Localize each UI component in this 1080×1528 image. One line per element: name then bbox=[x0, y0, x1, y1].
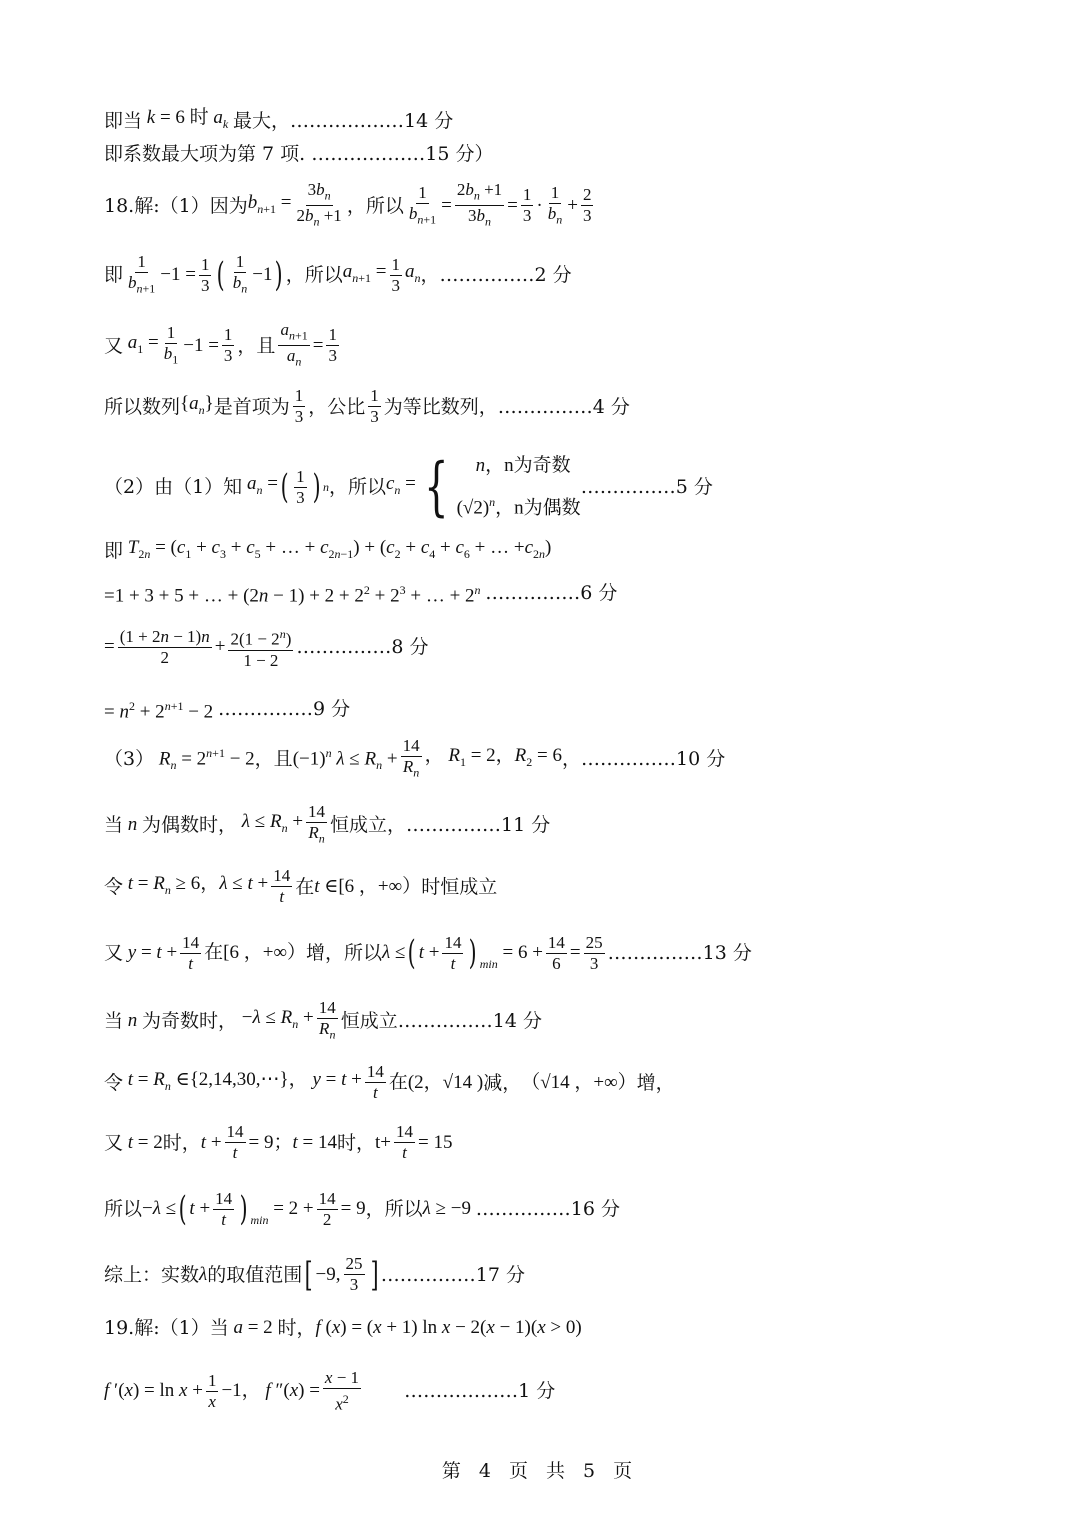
page-footer: 第 4 页 共 5 页 bbox=[441, 1460, 639, 1482]
line-15: 又 y = t + $\frac{14}{t}$ 在[6 ，+∞） 增，所以 λ ≤ ( t + $\frac{14}{t}$ ) $_{min}$ = 6 + $\frac{14}{6}$ = $\frac{25}{3}$ ……………13 分 bbox=[104, 932, 752, 973]
text: 即系数最大项为第 7 项. ………………15 分） bbox=[104, 143, 494, 165]
line-21: 19.解:（1）当 a = 2 时， f (x) = (x + 1) ln x − 2(x − 1)(x > 0) bbox=[104, 1317, 582, 1339]
line-12: （3） $R_n = 2^{n+1} - 2$ ，且 $(-1)^n$ $\lambda \le R_n$ + $\frac{14}{R_n}$ ， $R_1 = 2$，$R_2 = 6$ ，……………10 分 bbox=[104, 736, 726, 780]
line-22: f ′(x) = ln x + $\frac{1}{x}$ −1， f ″(x) = $\frac{x - 1}{x^2}$ ………………1 分 bbox=[104, 1368, 556, 1414]
line-17: 令 $t = R_n$ ∈{2,14,30,⋯}， y = t + $\frac{14}{t}$ 在(2，√14 ) 减， （√14 ，+∞） 增， bbox=[104, 1062, 675, 1102]
line-3: 18.解:（1）因为 $b_{n+1}$ = $\frac{3b_n}{2b_n +1}$ ，所以 $\frac{1}{b_{n+1}}$ = $\frac{2b_n +1}{3b_n}$ = $\frac{1}{3}$ · $\frac{1}{b_n}$ + $\frac{2}{3}$ bbox=[104, 180, 592, 229]
line-18: 又 t = 2 时， t + $\frac{14}{t}$ = 9；t = 14 时， t+ $\frac{14}{t}$ = 15 bbox=[104, 1122, 453, 1162]
line-14: 令 $t = R_n \ge 6$，λ ≤ t + $\frac{14}{t}$ 在 t ∈[6 ，+∞） 时恒成立 bbox=[104, 866, 498, 906]
line-10: = $\frac{(1 + 2n - 1)n}{2}$ + $\frac{2(1 - 2^n)}{1 - 2}$ ……………8 分 bbox=[104, 624, 429, 671]
line-2 bbox=[104, 142, 493, 166]
line-9: =1 + 3 + 5 + … + $(2n - 1) + 2 + 2^2 + 2^3$ + … + $2^n$ ……………6 分 bbox=[104, 582, 618, 607]
line-19: 所以 −λ ≤ ( t + $\frac{14}{t}$ ) $_{min}$ = 2 + $\frac{14}{2}$ = 9 ，所以 λ ≥ −9 ……………16 分 bbox=[104, 1188, 620, 1229]
line-7: （2）由（1）知 $a_n$ = ( $\frac{1}{3}$ ) n ，所以 $c_n$ = { n，n为奇数 $(√2)^n$，n为偶数 ……………5 分 bbox=[104, 450, 713, 525]
line-16: 当 n 为奇数时， $-\lambda \le R_n$ + $\frac{14}{R_n}$ 恒成立……………14 分 bbox=[104, 998, 542, 1042]
line-8: 即 $T_{2n} = (c_1 + c_3 + c_5$ + … + $c_{2n-1}) + (c_2 + c_4 + c_6$ + … $+c_{2n}$) bbox=[104, 537, 552, 562]
line-13: 当 n 为偶数时， $\lambda \le R_n$ + $\frac{14}{R_n}$ 恒成立，……………11 分 bbox=[104, 802, 551, 846]
text: 即当 bbox=[104, 109, 143, 132]
line-4: 即 $\frac{1}{b_{n+1}}$ −1 = $\frac{1}{3}$ ( $\frac{1}{b_n}$ −1 ) ，所以 $a_{n+1}$ = $\frac{1}{3}$ $a_n$ ，……………2 分 bbox=[104, 252, 572, 296]
line-6: 所以数列 $\{a_n\}$ 是首项为 $\frac{1}{3}$ ，公比 $\frac{1}{3}$ 为等比数列，……………4 分 bbox=[104, 386, 630, 426]
line-20: 综上：实数 λ 的取值范围 [ −9, $\frac{25}{3}$ ] ……………17 分 bbox=[104, 1254, 525, 1295]
line-1: 即当 k = 6 时 $a_k$ 最大，………………14 分 bbox=[104, 107, 454, 132]
line-11: = $n^2 + 2^{n+1} - 2$ ……………9 分 bbox=[104, 698, 351, 723]
line-5: 又 $a_1$ = $\frac{1}{b_1}$ −1 = $\frac{1}{3}$ ，且 $\frac{a_{n+1}}{a_n}$ = $\frac{1}{3}$ bbox=[104, 320, 337, 369]
score: 最大，………………14 分 bbox=[233, 109, 454, 132]
